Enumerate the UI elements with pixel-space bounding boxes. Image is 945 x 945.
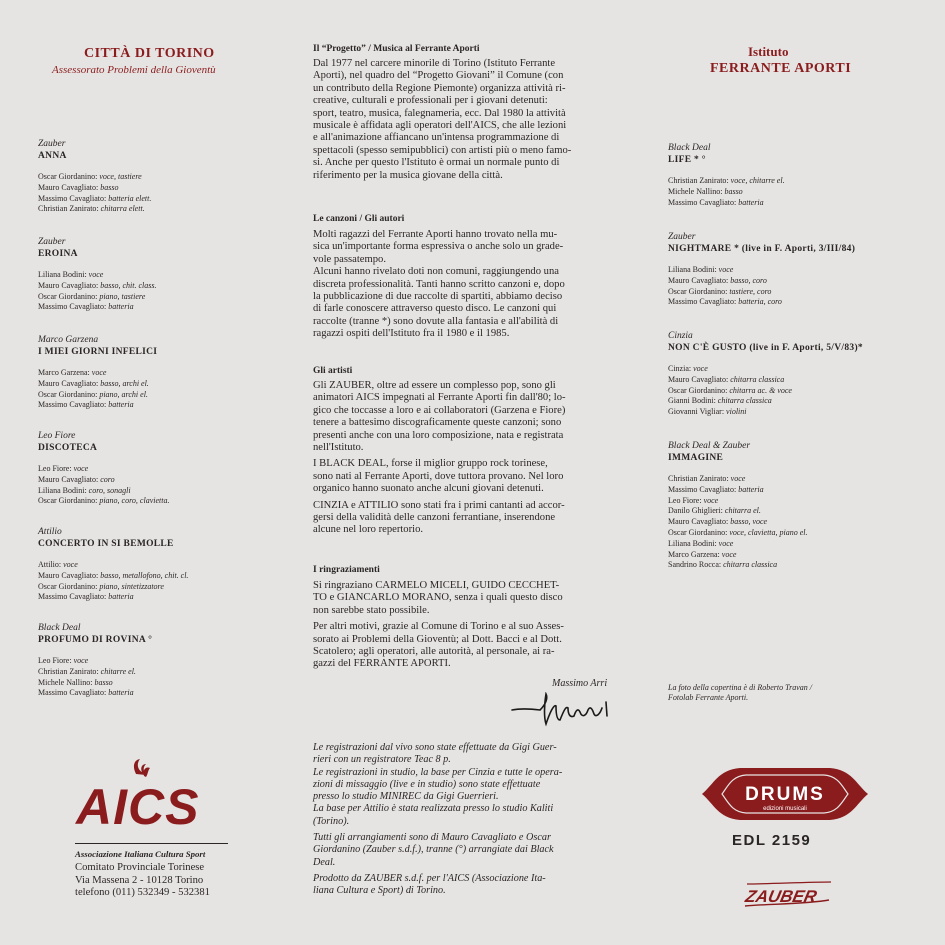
text-line: Gli ZAUBER, oltre ad essere un complesso pop, sono gli xyxy=(313,380,556,391)
text-line: si. Anche per questo l'Istituto è ormai un normale punto di xyxy=(313,157,560,169)
member-name: Gianni Bodini xyxy=(668,396,714,406)
text-line: la pubblicazione di due raccolte di spartiti, abbiamo deciso xyxy=(313,291,563,303)
member-name: Oscar Giordanino xyxy=(38,389,96,399)
member-role: basso, coro xyxy=(730,275,767,285)
track-title: I MIEI GIORNI INFELICI xyxy=(38,347,158,357)
track-member: Leo Fiore: voce xyxy=(38,464,89,473)
section-text-artisti xyxy=(313,380,631,537)
track-member: Massimo Cavagliato: batteria xyxy=(38,688,134,698)
text-line: discreta professionalità. Tanti hanno scritto canzoni e, dopo xyxy=(313,278,565,290)
member-name: Massimo Cavagliato xyxy=(668,197,734,207)
track-member: Oscar Giordanino: piano, sintetizzatore xyxy=(38,581,164,591)
text-line: zioni di missaggio (live e in studio) sono state effettuate xyxy=(313,778,541,790)
text-line: Molti ragazzi del Ferrante Aporti hanno trovato nella mu- xyxy=(313,229,558,240)
track-artist: Black Deal xyxy=(668,143,711,153)
member-name: Massimo Cavagliato xyxy=(38,688,104,698)
member-name: Massimo Cavagliato xyxy=(38,592,104,602)
member-role: voce xyxy=(718,538,734,548)
track-member: Oscar Giordanino: piano, tastiere xyxy=(38,291,146,301)
member-role: piano, archi el. xyxy=(99,389,148,399)
signature-name: Massimo Arri xyxy=(552,678,608,689)
track-block xyxy=(38,334,288,411)
member-role: chitarra classica xyxy=(717,396,772,406)
section-heading-artisti: Gli artisti xyxy=(313,366,353,376)
member-name: Sandrino Rocca xyxy=(668,560,719,570)
left-header-title: CITTÀ DI TORINO xyxy=(84,46,215,61)
text-line: presso lo studio MINIREC da Gigi Guerrieri. xyxy=(313,791,499,803)
member-role: voce, clavietta, piano el. xyxy=(729,527,808,537)
track-artist: Black Deal xyxy=(38,623,81,633)
track-member: Liliana Bodini: coro, sonagli xyxy=(38,485,131,495)
right-header-line2: FERRANTE APORTI xyxy=(710,61,852,76)
track-member: Gianni Bodini: chitarra classica xyxy=(668,396,772,406)
track-member: Mauro Cavagliato: chitarra classica xyxy=(668,374,785,384)
track-member: Leo Fiore: voce xyxy=(668,495,719,505)
track-member: Mauro Cavagliato: basso xyxy=(38,182,119,192)
text-line: Le registrazioni dal vivo sono state effettuate da Gigi Guer- xyxy=(313,742,557,753)
text-line: gazzi del FERRANTE APORTI. xyxy=(313,658,451,670)
track-block xyxy=(668,330,918,418)
catalog-number: EDL 2159 xyxy=(732,832,812,849)
member-name: Mauro Cavagliato xyxy=(38,182,96,192)
left-header-subtitle: Assessorato Problemi della Gioventù xyxy=(52,64,216,76)
track-member: Christian Zanirato: voce xyxy=(668,474,746,483)
text-line: sono nati al Ferrante Aporti, dove tuttora provano. Nel loro xyxy=(313,470,564,482)
text-line: musicale è affidata agli operatori dell'AICS, che alle lezioni xyxy=(313,120,567,132)
text-line: telefono (011) 532349 - 532381 xyxy=(75,887,210,898)
text-line: La foto della copertina è di Roberto Travan / xyxy=(668,683,812,692)
text-line: Fotolab Ferrante Aporti. xyxy=(668,693,749,702)
text-line: Prodotto da ZAUBER s.d.f. per l'AICS (Associazione Ita- xyxy=(313,872,546,884)
member-name: Christian Zanirato xyxy=(38,666,97,676)
drums-logo-icon xyxy=(700,762,870,826)
track-artist: Leo Fiore xyxy=(38,431,76,441)
track-member: Giovanni Vigliar: violini xyxy=(668,407,747,417)
member-name: Marco Garzena xyxy=(668,549,718,559)
member-role: chitarra elett. xyxy=(100,204,145,214)
member-name: Marco Garzena xyxy=(38,368,88,377)
text-line: sica un'importante forma espressiva o anche solo un grade- xyxy=(313,241,564,253)
member-role: voce xyxy=(63,560,78,569)
member-role: batteria xyxy=(108,688,134,698)
text-line: Per altri motivi, grazie al Comune di Torino e al suo Asses- xyxy=(313,621,564,633)
track-member: Mauro Cavagliato: basso, voce xyxy=(668,517,768,527)
member-role: chitarra el. xyxy=(724,506,761,516)
text-line: Via Massena 2 - 10128 Torino xyxy=(75,874,204,886)
track-title: NIGHTMARE * (live in F. Aporti, 3/III/84) xyxy=(668,244,856,254)
track-member: Mauro Cavagliato: basso, coro xyxy=(668,275,767,285)
track-member: Leo Fiore: voce xyxy=(38,656,89,665)
track-block xyxy=(38,526,288,603)
track-member: Christian Zanirato: chitarra elett. xyxy=(38,204,145,214)
member-name: Oscar Giordanino xyxy=(668,527,726,537)
track-member: Mauro Cavagliato: basso, metallofono, chit. cl. xyxy=(38,570,189,580)
track-title: ANNA xyxy=(38,151,67,161)
member-name: Massimo Cavagliato xyxy=(668,297,734,307)
member-name: Massimo Cavagliato xyxy=(668,484,734,494)
member-role: chitarra ac. & voce xyxy=(729,385,792,395)
text-line: vole passatempo. xyxy=(313,253,386,265)
section-text-canzoni xyxy=(313,229,631,341)
track-member: Massimo Cavagliato: batteria elett. xyxy=(38,193,152,203)
track-artist: Cinzia xyxy=(668,331,693,341)
member-role: voce xyxy=(73,656,89,665)
member-role: piano, tastiere xyxy=(99,291,146,301)
member-role: voce xyxy=(693,364,708,373)
member-name: Massimo Cavagliato xyxy=(38,193,104,203)
member-name: Michele Nallino xyxy=(38,677,91,687)
text-line: Si ringraziano CARMELO MICELI, GUIDO CECCHET- xyxy=(313,580,560,591)
text-line: tenere a battesimo discograficamente queste canzoni; sono xyxy=(313,417,562,429)
member-name: Oscar Giordanino xyxy=(668,385,726,395)
track-member: Liliana Bodini: voce xyxy=(38,270,104,279)
track-member: Oscar Giordanino: piano, archi el. xyxy=(38,389,148,399)
member-name: Leo Fiore xyxy=(38,656,70,665)
text-line: animatori AICS impegnati al Ferrante Aporti fin dall'80; lo- xyxy=(313,392,566,404)
text-line: CINZIA e ATTILIO sono stati fra i primi cantanti ad accor- xyxy=(313,499,565,511)
photo-credit xyxy=(668,683,883,703)
member-name: Mauro Cavagliato xyxy=(668,374,726,384)
member-name: Oscar Giordanino xyxy=(38,581,96,591)
zauber-logo-icon xyxy=(737,878,833,912)
member-role: chitarra classica xyxy=(730,374,785,384)
track-title: CONCERTO IN SI BEMOLLE xyxy=(38,539,174,549)
track-member: Danilo Ghiglieri: chitarra el. xyxy=(668,506,761,516)
track-member: Mauro Cavagliato: basso, archi el. xyxy=(38,378,149,388)
text-line: sorato ai Problemi della Gioventù; al Dott. Bacci e al Dott. xyxy=(313,633,562,645)
member-name: Massimo Cavagliato xyxy=(38,400,104,410)
track-title: PROFUMO DI ROVINA ° xyxy=(38,635,153,645)
track-artist: Black Deal & Zauber xyxy=(668,441,751,451)
track-member: Christian Zanirato: chitarre el. xyxy=(38,666,136,676)
text-line: non sarebbe stato possibile. xyxy=(313,604,430,616)
track-member: Oscar Giordanino: voce, clavietta, piano el. xyxy=(668,527,808,537)
text-line: Scatolero; agli operatori, alle autorità, al personale, ai ra- xyxy=(313,646,555,658)
text-line: Comitato Provinciale Torinese xyxy=(75,862,205,873)
track-member: Liliana Bodini: voce xyxy=(668,265,734,274)
member-name: Oscar Giordanino xyxy=(38,291,96,301)
track-member: Mauro Cavagliato: coro xyxy=(38,474,115,484)
text-line: La base per Attilio è stata realizzata presso lo studio Kaliti xyxy=(313,803,554,815)
member-role: basso, chit. class. xyxy=(100,280,157,290)
aics-logo-icon xyxy=(74,758,224,832)
text-line: (Torino). xyxy=(313,815,350,827)
member-name: Christian Zanirato xyxy=(668,176,727,185)
track-artist: Zauber xyxy=(38,237,66,247)
track-member: Oscar Giordanino: chitarra ac. & voce xyxy=(668,385,792,395)
member-name: Danilo Ghiglieri xyxy=(668,506,721,516)
track-member: Massimo Cavagliato: batteria xyxy=(668,197,764,207)
track-block xyxy=(38,138,288,215)
member-name: Liliana Bodini xyxy=(668,265,715,274)
section-heading-canzoni: Le canzoni / Gli autori xyxy=(313,214,405,224)
track-member: Massimo Cavagliato: batteria, coro xyxy=(668,297,782,307)
member-role: batteria xyxy=(108,592,134,602)
member-name: Giovanni Vigliar xyxy=(668,407,722,417)
aics-association-name: Associazione Italiana Cultura Sport xyxy=(75,849,206,859)
track-member: Mauro Cavagliato: basso, chit. class. xyxy=(38,280,157,290)
track-member: Cinzia: voce xyxy=(668,364,708,373)
member-role: basso xyxy=(94,677,113,687)
text-line: rieri con un registratore Teac 8 p. xyxy=(313,754,451,766)
track-member: Massimo Cavagliato: batteria xyxy=(668,484,764,494)
member-role: batteria xyxy=(108,400,134,410)
member-role: voce, tastiere xyxy=(99,172,142,181)
member-role: voce xyxy=(721,549,737,559)
track-member: Oscar Giordanino: voce, tastiere xyxy=(38,172,142,181)
track-member: Oscar Giordanino: piano, coro, clavietta. xyxy=(38,496,170,506)
right-header-line1: Istituto xyxy=(748,44,789,59)
text-line: liana Cultura e Sport) di Torino. xyxy=(313,885,446,897)
member-role: basso, metallofono, chit. cl. xyxy=(100,570,189,580)
svg-text:DRUMS: DRUMS xyxy=(745,784,825,805)
member-name: Cinzia xyxy=(668,364,689,373)
section-text-ringraziamenti xyxy=(313,580,631,671)
member-role: piano, coro, clavietta. xyxy=(99,496,170,506)
member-role: violini xyxy=(726,407,747,417)
track-member: Marco Garzena: voce xyxy=(38,368,107,377)
track-member: Attilio: voce xyxy=(38,560,78,569)
track-title: EROINA xyxy=(38,249,78,259)
member-role: batteria elett. xyxy=(108,193,152,203)
member-name: Liliana Bodini xyxy=(38,270,85,279)
text-line: Dal 1977 nel carcere minorile di Torino (Istituto Ferrante xyxy=(313,58,556,69)
track-block xyxy=(668,142,918,208)
member-role: voce xyxy=(91,368,107,377)
member-role: basso xyxy=(100,182,119,192)
track-block xyxy=(38,430,288,507)
track-block xyxy=(668,231,918,308)
member-name: Leo Fiore xyxy=(668,495,700,505)
text-line: alcune nel loro repertorio. xyxy=(313,524,424,536)
track-member: Massimo Cavagliato: batteria xyxy=(38,592,134,602)
member-role: coro xyxy=(100,474,115,484)
member-name: Christian Zanirato xyxy=(668,474,727,483)
text-line: creative, culturali e professionali per i giovani detenuti: xyxy=(313,95,548,107)
member-role: voce xyxy=(88,270,104,279)
text-line: riferimento per la musica giovane della città. xyxy=(313,169,503,181)
member-role: voce xyxy=(703,495,719,505)
track-title: NON C'È GUSTO (live in F. Aporti, 5/V/83)* xyxy=(668,343,863,353)
member-name: Mauro Cavagliato xyxy=(38,280,96,290)
track-artist: Zauber xyxy=(38,139,66,149)
member-name: Massimo Cavagliato xyxy=(38,302,104,312)
track-member: Michele Nallino: basso xyxy=(668,186,743,196)
member-name: Christian Zanirato xyxy=(38,204,97,214)
member-name: Mauro Cavagliato xyxy=(668,517,726,527)
section-heading-progetto: Il “Progetto” / Musica al Ferrante Aporti xyxy=(313,44,480,54)
text-line: presenti anche con una loro composizione, nata e registrata xyxy=(313,429,564,441)
track-title: DISCOTECA xyxy=(38,443,98,453)
track-block xyxy=(668,440,918,571)
track-member: Michele Nallino: basso xyxy=(38,677,113,687)
handwritten-signature xyxy=(510,692,620,732)
member-role: basso, voce xyxy=(730,517,768,527)
member-role: batteria xyxy=(738,484,764,494)
member-name: Leo Fiore xyxy=(38,464,70,473)
member-name: Oscar Giordanino xyxy=(668,286,726,296)
track-member: Christian Zanirato: voce, chitarre el. xyxy=(668,176,785,185)
aics-address xyxy=(75,862,210,900)
svg-text:AICS: AICS xyxy=(76,779,200,832)
member-name: Liliana Bodini xyxy=(38,485,85,495)
member-role: tastiere, coro xyxy=(729,286,772,296)
track-member: Massimo Cavagliato: batteria xyxy=(38,400,134,410)
text-line: raccolte (tranne *) sono dovute alla fantasia e all'abilità di xyxy=(313,315,559,327)
member-name: Liliana Bodini xyxy=(668,538,715,548)
track-member: Marco Garzena: voce xyxy=(668,549,737,559)
member-role: batteria, coro xyxy=(738,297,782,307)
text-line: Aporti), nel quadro del “Progetto Giovani” il Comune (con xyxy=(313,70,564,82)
track-block xyxy=(38,622,288,699)
track-title: LIFE * ° xyxy=(668,155,706,165)
text-line: I BLACK DEAL, forse il miglior gruppo rock torinese, xyxy=(313,458,548,470)
track-artist: Marco Garzena xyxy=(38,335,99,345)
member-role: voce xyxy=(730,474,746,483)
text-line: ragazzi ospiti dell'Istituto fra il 1980 e il 1985. xyxy=(313,328,510,340)
member-role: voce, chitarre el. xyxy=(730,176,785,185)
member-name: Mauro Cavagliato xyxy=(38,474,96,484)
text-line: un contributo della Regione Piemonte) organizza attività ri- xyxy=(313,82,566,94)
text-line: sport, teatro, musica, falegnameria, ecc. Dal 1980 la attività xyxy=(313,107,566,119)
member-role: batteria xyxy=(108,302,134,312)
section-heading-ringraziamenti: I ringraziamenti xyxy=(313,565,380,575)
text-line: spettacoli (spesso semipubblici) con artisti più o meno famo- xyxy=(313,144,572,156)
member-name: Mauro Cavagliato xyxy=(668,275,726,285)
text-line: Tutti gli arrangiamenti sono di Mauro Cavagliato e Oscar xyxy=(313,832,551,844)
text-line: e all'animazione affiancano un'intensa programmazione di xyxy=(313,132,560,144)
text-line: Alcuni hanno rivelato doti non comuni, raggiungendo una xyxy=(313,266,559,278)
member-name: Oscar Giordanino xyxy=(38,172,96,181)
svg-text:edizioni musicali: edizioni musicali xyxy=(763,806,807,812)
text-line: organico hanno suonato anche alcuni giovani detenuti. xyxy=(313,483,544,495)
member-role: piano, sintetizzatore xyxy=(99,581,164,591)
text-line: gico che toccasse a loro e ai collaboratori (Garzena e Fiore) xyxy=(313,404,566,416)
track-artist: Attilio xyxy=(38,527,62,537)
track-member: Oscar Giordanino: tastiere, coro xyxy=(668,286,772,296)
text-line: Giordanino (Zauber s.d.f.), tranne (°) arrangiate dai Black xyxy=(313,844,554,856)
aics-divider xyxy=(75,843,228,844)
member-role: voce xyxy=(718,265,734,274)
track-artist: Zauber xyxy=(668,232,696,242)
text-line: Deal. xyxy=(313,856,336,868)
text-line: gersi della validità delle canzoni ferrantiane, inserendone xyxy=(313,512,556,524)
track-block xyxy=(38,236,288,313)
member-name: Attilio xyxy=(38,560,59,569)
member-name: Mauro Cavagliato xyxy=(38,378,96,388)
member-role: batteria xyxy=(738,197,764,207)
text-line: TO e GIANCARLO MORANO, senza i quali questo disco xyxy=(313,592,563,604)
member-role: basso xyxy=(724,186,743,196)
text-line: nell'Istituto. xyxy=(313,442,364,454)
member-role: coro, sonagli xyxy=(88,485,131,495)
member-role: chitarre el. xyxy=(100,666,136,676)
text-line: Le registrazioni in studio, la base per Cinzia e tutte le opera- xyxy=(313,766,563,778)
text-line: di farle conoscere attraverso questo disco. Le canzoni qui xyxy=(313,303,557,315)
track-title: IMMAGINE xyxy=(668,453,724,463)
member-name: Mauro Cavagliato xyxy=(38,570,96,580)
member-role: chitarra classica xyxy=(723,560,778,570)
track-member: Massimo Cavagliato: batteria xyxy=(38,302,134,312)
track-member: Liliana Bodini: voce xyxy=(668,538,734,548)
recording-credits xyxy=(313,742,631,898)
member-name: Michele Nallino xyxy=(668,186,721,196)
member-name: Oscar Giordanino xyxy=(38,496,96,506)
track-member: Sandrino Rocca: chitarra classica xyxy=(668,560,778,570)
member-role: basso, archi el. xyxy=(100,378,149,388)
member-role: voce xyxy=(73,464,89,473)
section-text-progetto xyxy=(313,58,631,182)
svg-text:ZAUBER: ZAUBER xyxy=(743,886,819,906)
